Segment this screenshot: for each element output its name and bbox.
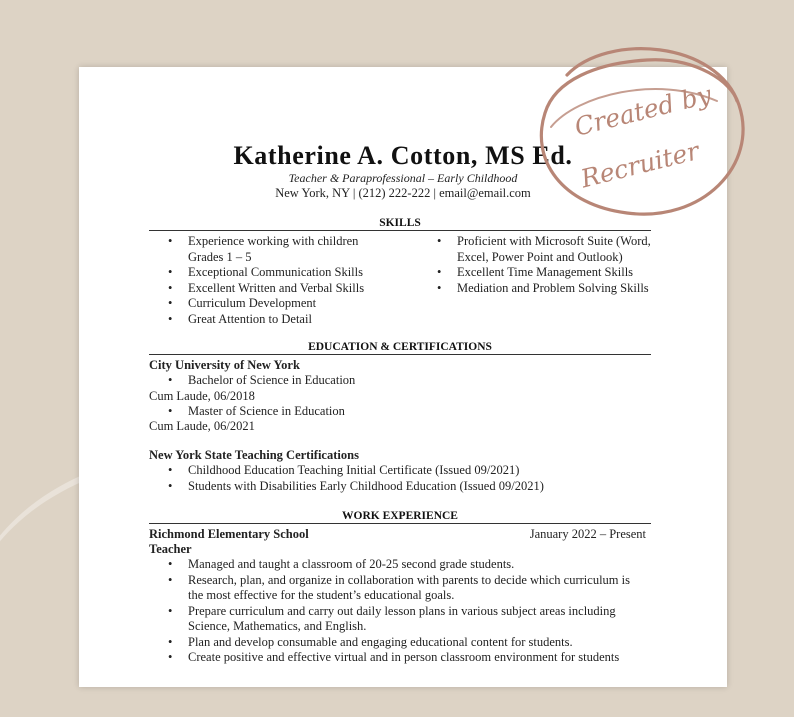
job-dates: January 2022 – Present xyxy=(529,527,646,541)
skill-item: • Mediation and Problem Solving Skills xyxy=(418,281,658,297)
created-by-recruiter-stamp xyxy=(527,35,755,245)
skill-item: • Proficient with Microsoft Suite (Word, Excel, Power Point and Outlook) xyxy=(418,234,658,265)
degree-item: • Bachelor of Science in Education xyxy=(149,373,649,389)
education-heading: EDUCATION & CERTIFICATIONS xyxy=(149,341,651,355)
job-title: Teacher xyxy=(149,542,192,556)
skills-list-left xyxy=(149,234,394,327)
resume-contact: New York, NY | (212) 222-222 | email@email.com xyxy=(275,186,531,200)
job-bullet: • Plan and develop consumable and engaging educational content for students. xyxy=(149,635,646,651)
job-bullet: • Create positive and effective virtual and in person classroom environment for students xyxy=(149,650,646,666)
certification-item: • Childhood Education Teaching Initial Certificate (Issued 09/2021) xyxy=(149,463,649,479)
work-block xyxy=(149,527,646,666)
skill-item: • Exceptional Communication Skills xyxy=(149,265,394,281)
stamp-line-1: Created by xyxy=(571,79,715,142)
job-bullet: • Research, plan, and organize in collaboration with parents to decide which curriculum is the most effective for the student’s educational goals. xyxy=(149,573,646,604)
skill-item: • Curriculum Development xyxy=(149,296,394,312)
resume-name: Katherine A. Cotton, MS Ed. xyxy=(233,141,573,170)
school-name: City University of New York xyxy=(149,358,300,372)
skill-item: • Excellent Time Management Skills xyxy=(418,265,658,281)
education-block xyxy=(149,358,649,494)
degree-item: • Master of Science in Education xyxy=(149,404,649,420)
degree-honor: Cum Laude, 06/2021 xyxy=(149,419,255,433)
skill-item: • Experience working with children Grades 1 – 5 xyxy=(149,234,394,265)
job-bullet: • Prepare curriculum and carry out daily lesson plans in various subject areas including Science, Mathematics, and English. xyxy=(149,604,646,635)
skill-item: • Excellent Written and Verbal Skills xyxy=(149,281,394,297)
skills-heading: SKILLS xyxy=(149,217,651,231)
job-header xyxy=(149,527,646,542)
skill-item: • Great Attention to Detail xyxy=(149,312,394,328)
stamp-circle xyxy=(541,49,743,214)
employer-name: Richmond Elementary School xyxy=(149,527,309,541)
certifications-org: New York State Teaching Certifications xyxy=(149,448,359,462)
stamp-line-2: Recruiter xyxy=(577,136,702,194)
work-heading: WORK EXPERIENCE xyxy=(149,510,651,524)
job-bullet: • Managed and taught a classroom of 20-25 second grade students. xyxy=(149,557,646,573)
certification-item: • Students with Disabilities Early Childhood Education (Issued 09/2021) xyxy=(149,479,649,495)
degree-honor: Cum Laude, 06/2018 xyxy=(149,388,255,403)
resume-subtitle: Teacher & Paraprofessional – Early Childhood xyxy=(288,171,518,185)
